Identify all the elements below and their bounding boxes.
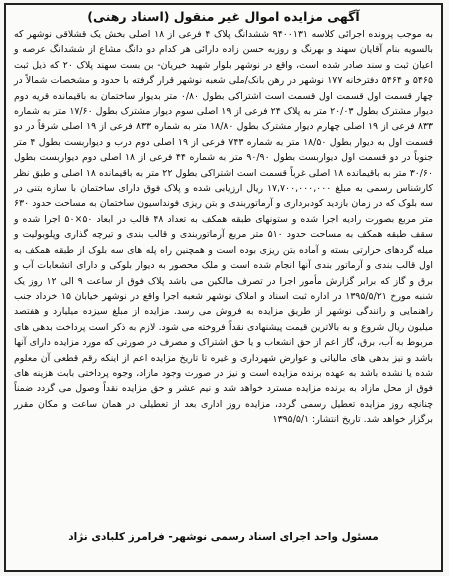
notice-title: آگهی مزایده اموال غیر منقول (اسناد رهنی) [87, 9, 360, 24]
notice-frame [4, 3, 443, 572]
notice-signature: مسئول واحد اجرای اسناد رسمی نوشهر- فرامرز کلبادی نژاد [68, 531, 379, 543]
notice-body: به موجب پرونده اجرائی کلاسه ۹۴۰۰۱۳۱ ششدانگ پلاک ۴ فرعی از ۱۸ اصلی بخش یک قشلاقی نوشهر که بالسویه بنام آقایان سهند و بهرنگ و روزبه حسن زاده دارائی هر کدام دو دانگ مشاع از ششدانگ عرصه و اعیان ثبت و سند صادر شده است، واقع در نوشهر بلوار شهید خیریان- بن بست سهند پلاک ۲۰ که ذیل ثبت ۵۴۶۵ و ۵۴۶۴ دفترخانه ۱۷۷ نوشهر در رهن بانک/ملی شعبه نوشهر قرار گرفته با حدود و مشخصات شمالاً در چهار قسمت اول قسمت اول قسمت است اشتراکی بطول ۰/۸۰ متر بدیوار ساختمان به باقیمانده قریه دوم دیوار مشترک بطول ۲۰/۰۳ متر به پلاک ۲۴ فرعی از ۱۹ اصلی سوم دیوار مشترک بطول ۱۷/۶۰ متر به شماره ۸۳۳ فرعی از ۱۹ اصلی چهارم دیوار مشترک بطول ۱۸/۸۰ متر به شماره ۸۳۳ فرعی از ۱۹ اصلی شرقاً در دو قسمت اول به دیوار بطول ۱۸/۵۰ متر به شماره ۷۴۳ فرعی از ۱۹ اصلی دوم درب و دیواربست بطول ۴ متر جنوباً در دو قسمت اول دیواربست بطول ۹۰/۹۰ متر به شماره ۴۴ فرعی از ۱۸ اصلی دوم دیواربست بطول ۳۰/۶۰ متر به باقیمانده ۱۸ اصلی غرباً قسمت است اشتراکی بطول ۲۲ متر به باقیمانده ۱۸ اصلی و طبق نظر کارشناس رسمی به مبلغ ۱۷,۷۰۰,۰۰۰,۰۰۰ ریال ارزیابی شده و پلاک فوق دارای ساختمان با سازه بتنی در سه بلوک که در زمان بازدید کودبرداری و آرماتوربندی و بتن ریزی فونداسیون ساختمان به مساحت حدود ۶۳۰ متر مربع بصورت رادیه اجرا شده و ستونهای طبقه همکف به تعداد ۴۸ قالب در ابعاد ۵۰×۵۰ اجرا شده و سقف طبقه همکف به مساحت حدود ۵۱۰ متر مربع آرماتوربندی و قالب بندی و تیرچه گذاری وپلوبولیت و میله گردهای حرارتی بسته و آماده بتن ریزی بوده است و همچنین راه پله های سه بلوک از طبقه همکف به اول قالب بندی و آرماتور بندی آنها انجام شده است و ملک محصور به دیوار بلوکی و دارای انشعابات آب و برق و گاز که برابر گزارش مأمور اجرا در تصرف مالکین می باشد پلاک فوق از ساعت ۹ الی ۱۲ روز یک شنبه مورخ ۱۳۹۵/۵/۲۱ در اداره ثبت اسناد و املاک نوشهر شعبه اجرا واقع در نوشهر خیابان ۱۵ خرداد جنب راهنمایی و رانندگی نوشهر از طریق مزایده به فروش می رسد. مزایده از مبلغ سیزده میلیارد و هفتصد میلیون ریال شروع و به بالاترین قیمت پیشنهادی نقداً فروخته می شود. لازم به ذکر است پرداخت بدهی های مربوط به آب، برق، گاز اعم از حق انشعاب و یا حق اشتراک و مصرف در صورتی که مورد مزایده دارای آنها باشد و نیز بدهی های مالیاتی و عوارض شهرداری و غیره تا تاریخ مزایده اعم از اینکه رقم قطعی آن معلوم شده یا نشده باشد به عهده برنده مزایده است و نیز در صورت وجود مازاد، وجوه پرداختی بابت هزینه های فوق از محل مازاد به برنده مزایده مسترد خواهد شد و نیم عشر و حق مزایده نقداً وصول می گردد ضمناً چنانچه روز مزایده تعطیل رسمی گردد، مزایده روز اداری بعد از تعطیلی در همان ساعت و مکان مقرر برگزار خواهد شد. تاریخ انتشار: ۱۳۹۵/۵/۱ [14, 29, 434, 426]
